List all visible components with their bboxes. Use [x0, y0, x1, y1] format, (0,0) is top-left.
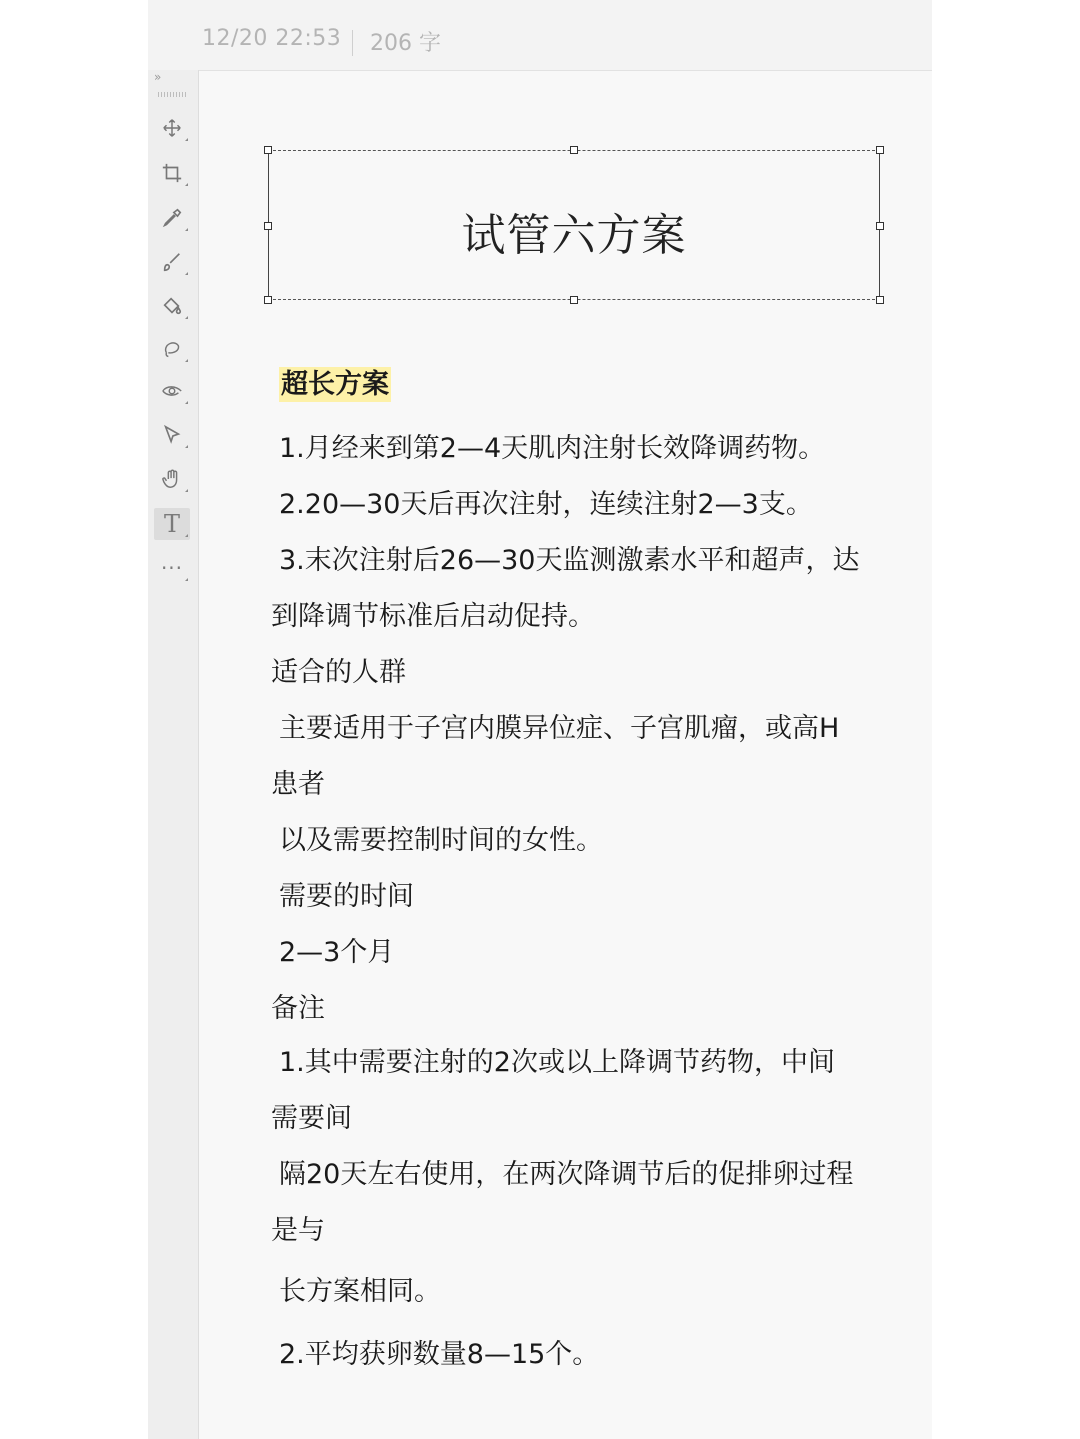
- select-arrow-icon: [161, 424, 183, 446]
- divider: [352, 30, 353, 56]
- text-line: 适合的人群: [271, 657, 406, 688]
- text-line: 隔20天左右使用，在两次降调节后的促排卵过程: [279, 1159, 854, 1190]
- text-line: 备注: [271, 993, 325, 1024]
- title-text-box[interactable]: [268, 150, 880, 300]
- text-line: 1.月经来到第2—4天肌肉注射长效降调药物。: [279, 433, 826, 464]
- text-tool[interactable]: [154, 508, 190, 540]
- text-line: 3.末次注射后26—30天监测激素水平和超声，达: [279, 545, 860, 576]
- move-tool[interactable]: [154, 112, 190, 144]
- crop-tool[interactable]: [154, 157, 190, 189]
- resize-handle-top[interactable]: [570, 146, 578, 154]
- highlighted-heading: 超长方案: [281, 369, 389, 400]
- section-heading: [279, 367, 391, 403]
- more-tools[interactable]: [154, 552, 190, 584]
- resize-handle-bottom-left[interactable]: [264, 296, 272, 304]
- collapse-toggle[interactable]: »: [154, 70, 162, 84]
- hand-icon: [161, 468, 183, 490]
- text-line: 需要间: [271, 1103, 352, 1134]
- eyedropper-tool[interactable]: [154, 202, 190, 234]
- eyedropper-icon: [161, 207, 183, 229]
- app-frame: [148, 0, 932, 1439]
- palette-grip[interactable]: [158, 92, 186, 97]
- text-tool-icon: T: [163, 510, 180, 538]
- text-line: 需要的时间: [279, 881, 414, 912]
- eye-icon: [161, 380, 183, 402]
- select-tool[interactable]: [154, 419, 190, 451]
- resize-handle-top-right[interactable]: [876, 146, 884, 154]
- text-line: 2—3个月: [279, 937, 395, 968]
- text-line: 2.平均获卵数量8—15个。: [279, 1339, 600, 1370]
- document-title: 试管六方案: [461, 210, 687, 261]
- resize-handle-top-left[interactable]: [264, 146, 272, 154]
- brush-tool[interactable]: [154, 246, 190, 278]
- paint-bucket-tool[interactable]: [154, 290, 190, 322]
- paint-bucket-icon: [161, 295, 183, 317]
- resize-handle-bottom-right[interactable]: [876, 296, 884, 304]
- text-line: 以及需要控制时间的女性。: [279, 825, 603, 856]
- text-line: 是与: [271, 1215, 325, 1246]
- more-icon: ···: [160, 556, 184, 580]
- lasso-tool[interactable]: [154, 333, 190, 365]
- view-tool[interactable]: [154, 375, 190, 407]
- brush-icon: [161, 251, 183, 273]
- text-line: 患者: [271, 769, 325, 800]
- text-line: 到降调节标准后启动促持。: [271, 601, 595, 632]
- crop-icon: [161, 162, 183, 184]
- word-count: 206 字: [370, 31, 441, 56]
- text-line: 2.20—30天后再次注射，连续注射2—3支。: [279, 489, 813, 520]
- timestamp: 12/20 22:53: [202, 26, 342, 51]
- text-line: 长方案相同。: [279, 1276, 441, 1307]
- lasso-icon: [161, 338, 183, 360]
- move-icon: [161, 117, 183, 139]
- tool-palette: [148, 70, 199, 1439]
- text-line: 1.其中需要注射的2次或以上降调节药物，中间: [279, 1047, 835, 1078]
- hand-tool[interactable]: [154, 463, 190, 495]
- document-canvas[interactable]: [199, 71, 932, 1439]
- resize-handle-bottom[interactable]: [570, 296, 578, 304]
- text-line: 主要适用于子宫内膜异位症、子宫肌瘤，或高H: [279, 713, 840, 744]
- status-bar: [148, 0, 932, 71]
